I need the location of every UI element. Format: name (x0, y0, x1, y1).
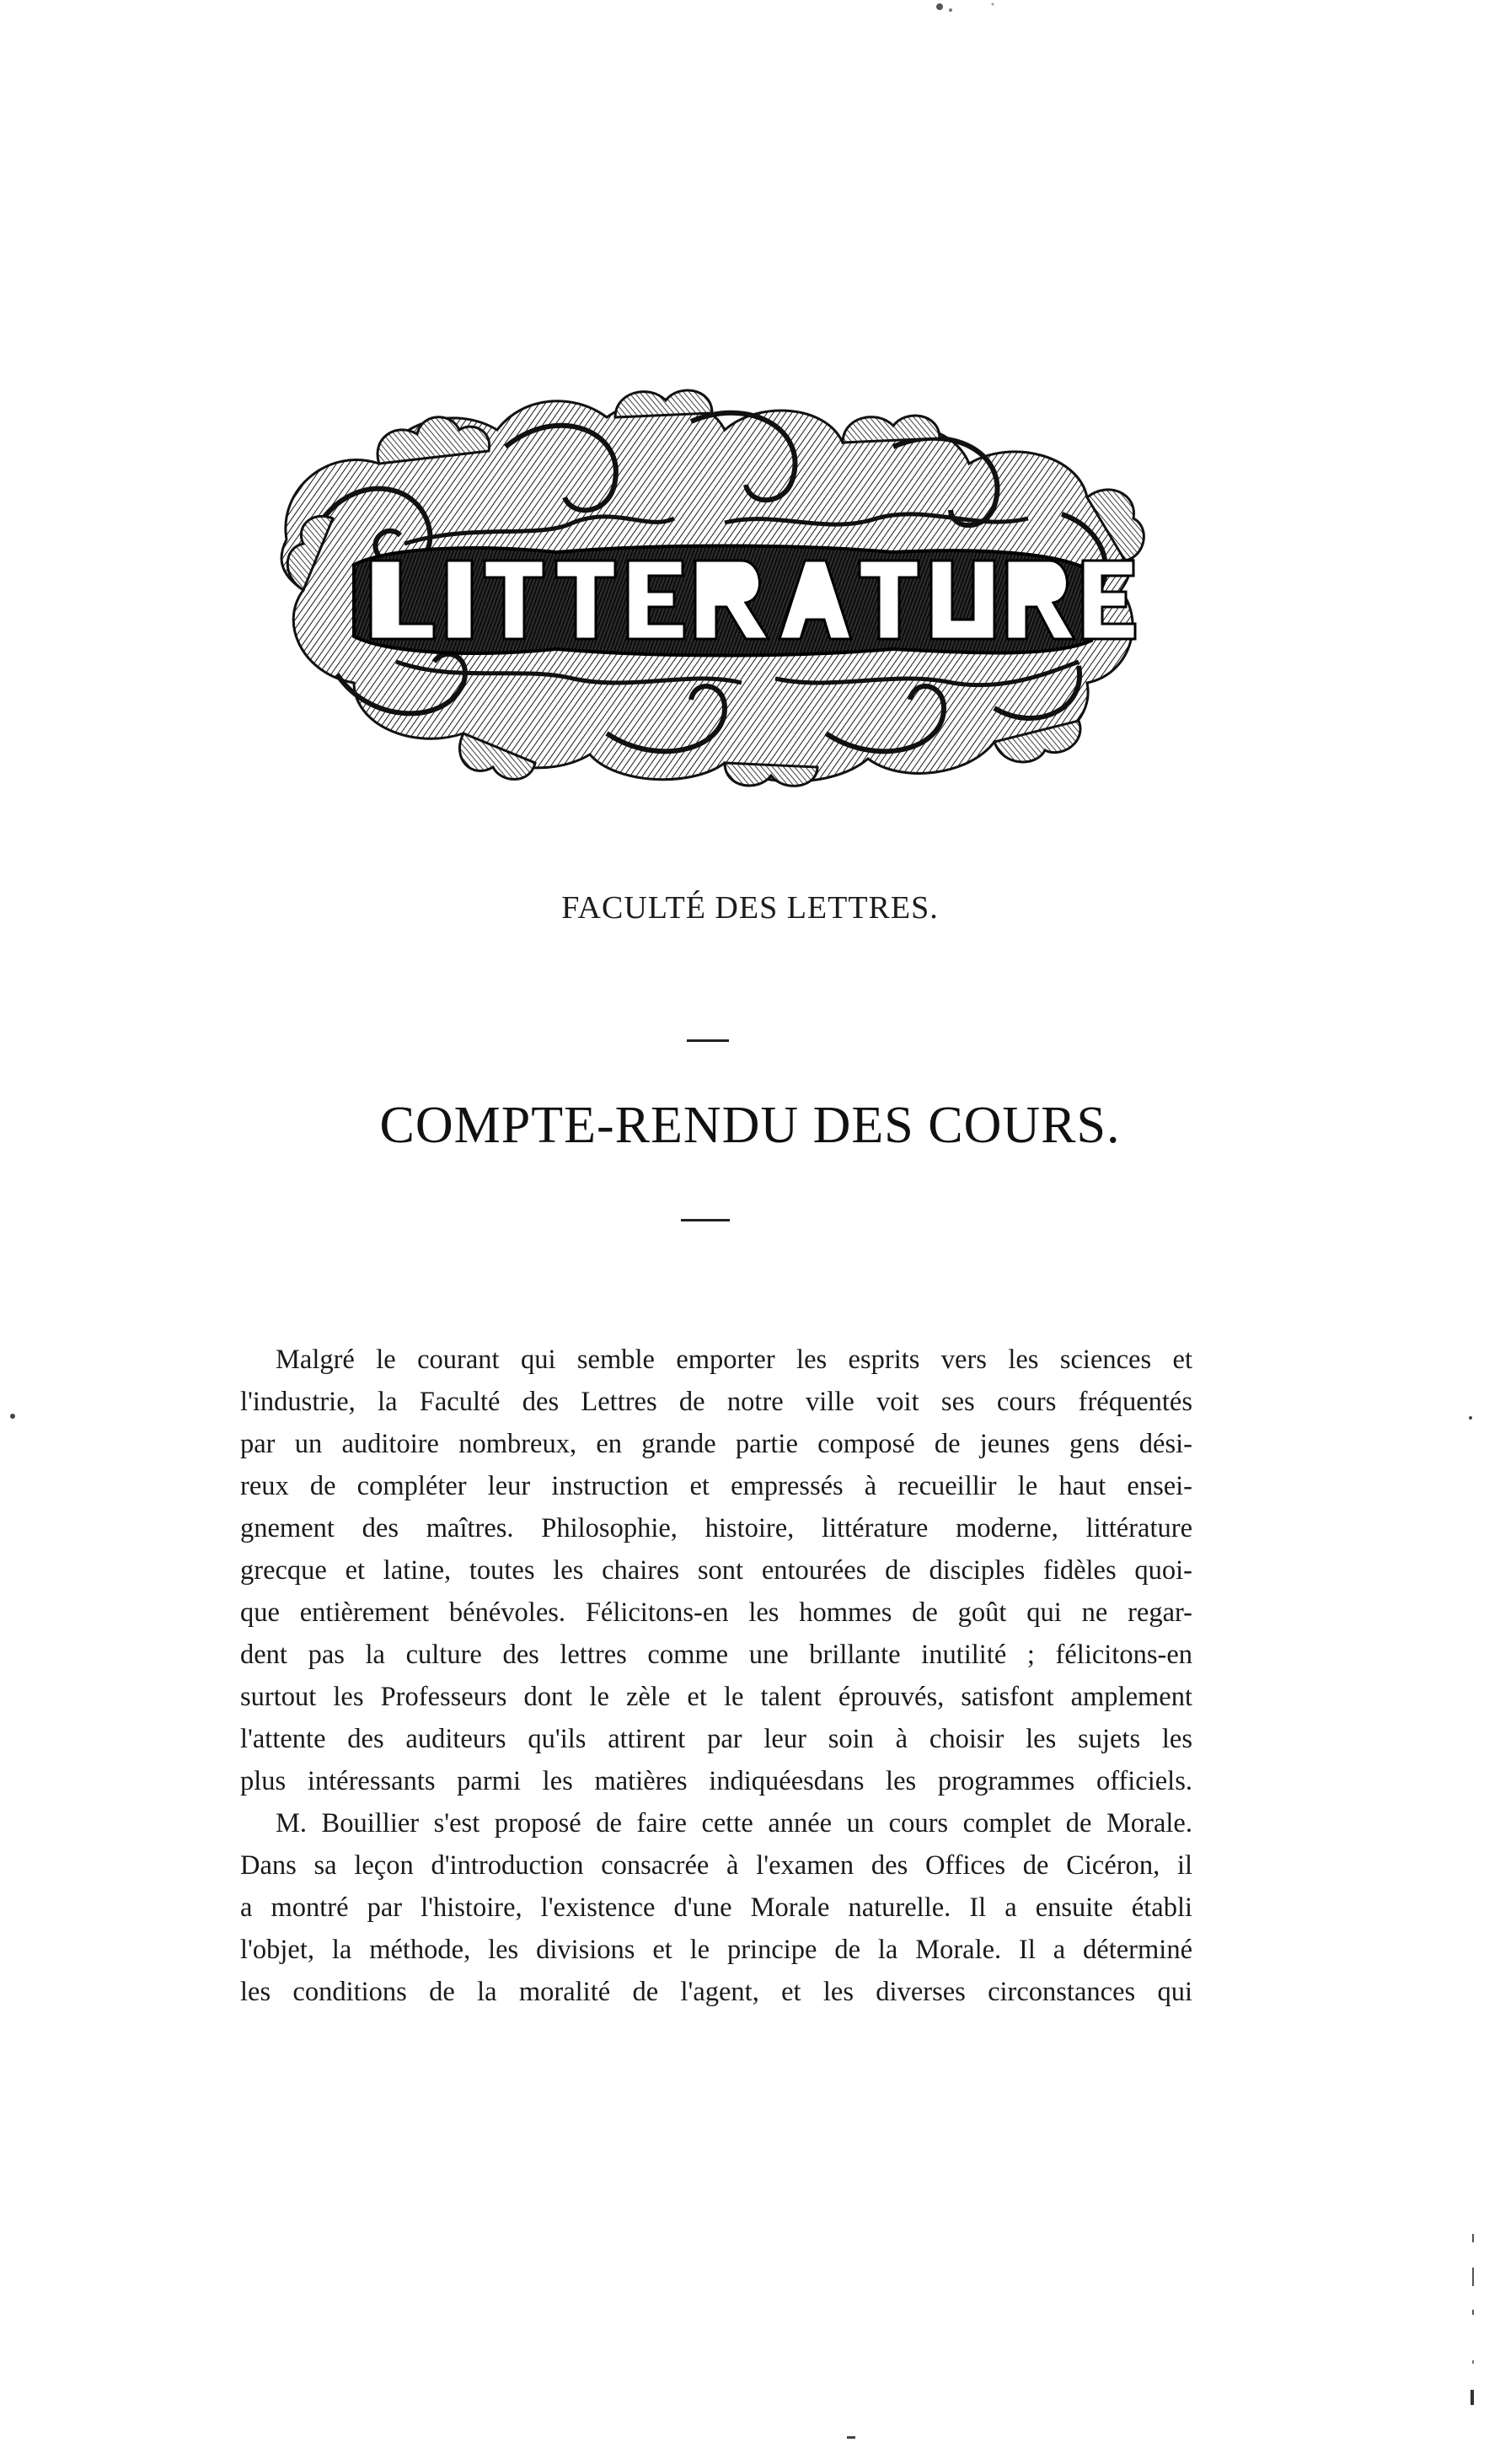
body-line: les conditions de la moralité de l'agent, et les diverses circonstances qui (240, 1977, 1192, 2007)
divider-rule (687, 1039, 729, 1042)
ornamental-foliage-banner-icon (253, 371, 1167, 792)
body-line: que entièrement bénévoles. Félicitons-en les hommes de goût qui ne regar- (240, 1597, 1192, 1628)
body-line: plus intéressants parmi les matières indiquéesdans les programmes officiels. (240, 1766, 1192, 1796)
section-heading: COMPTE-RENDU DES COURS. (379, 1097, 1121, 1154)
body-paragraph (240, 1339, 1192, 2013)
body-line: gnement des maîtres. Philosophie, histoire, littérature moderne, littérature (240, 1513, 1192, 1543)
faculty-heading: FACULTÉ DES LETTRES. (561, 890, 939, 926)
body-line: M. Bouillier s'est proposé de faire cette année un cours complet de Morale. (276, 1808, 1192, 1839)
ornamental-banner (253, 371, 1167, 792)
divider-rule (681, 1219, 730, 1221)
body-line: Dans sa leçon d'introduction consacrée à l'examen des Offices de Cicéron, il (240, 1850, 1192, 1881)
body-line: surtout les Professeurs dont le zèle et le talent éprouvés, satisfont amplement (240, 1682, 1192, 1712)
body-line: l'objet, la méthode, les divisions et le principe de la Morale. Il a déterminé (240, 1935, 1192, 1965)
body-line: par un auditoire nombreux, en grande partie composé de jeunes gens dési- (240, 1429, 1192, 1459)
body-line: grecque et latine, toutes les chaires sont entourées de disciples fidèles quoi- (240, 1555, 1192, 1586)
body-line: reux de compléter leur instruction et empressés à recueillir le haut ensei- (240, 1471, 1192, 1501)
body-line: l'attente des auditeurs qu'ils attirent par leur soin à choisir les sujets les (240, 1724, 1192, 1754)
body-line: Malgré le courant qui semble emporter les esprits vers les sciences et (276, 1345, 1192, 1375)
body-line: dent pas la culture des lettres comme une brillante inutilité ; félicitons-en (240, 1640, 1192, 1670)
body-line: a montré par l'histoire, l'existence d'une Morale naturelle. Il a ensuite établi (240, 1892, 1192, 1923)
body-line: l'industrie, la Faculté des Lettres de notre ville voit ses cours fréquentés (240, 1387, 1192, 1417)
